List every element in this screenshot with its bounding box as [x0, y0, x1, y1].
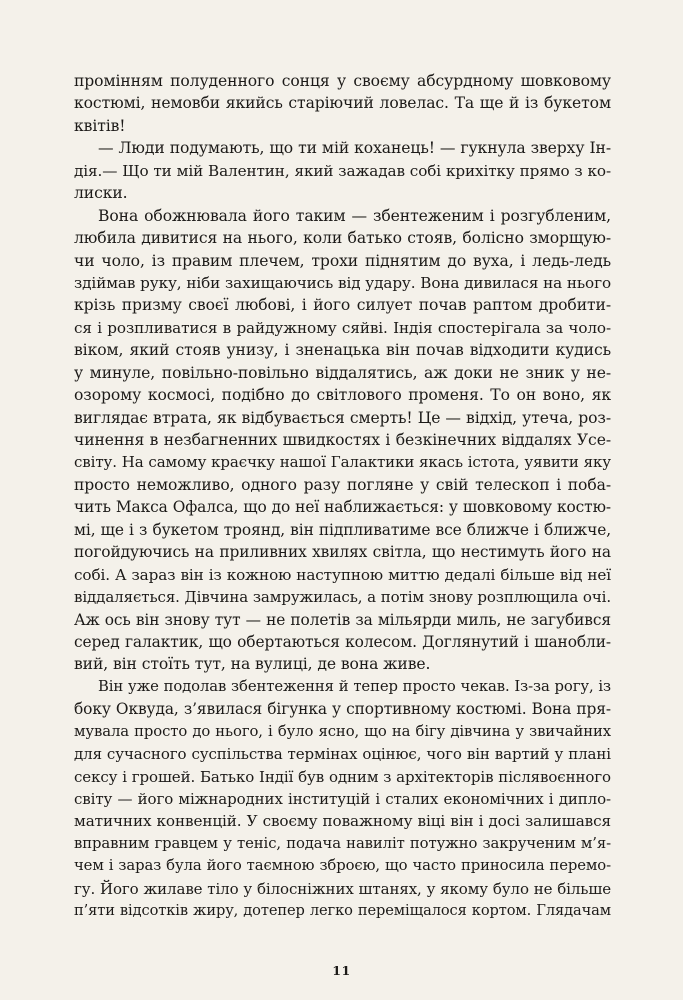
text-line: чинення в незбагненних швидкостях і безкінечних віддалях Усе-	[74, 431, 611, 449]
text-line: собі. А зараз він із кожною наступною миттю дедалі більше від неї	[74, 565, 611, 584]
text-line: матичних конвенцій. У своєму поважному віці він і досі залишався	[74, 812, 611, 831]
text-line: чи чоло, із правим плечем, трохи піднятим до вуха, і ледь-ледь	[74, 251, 611, 270]
text-line: крізь призму своєї любові, і його силует почав раптом дробити-	[74, 296, 611, 315]
text-line: мі, ще і з букетом троянд, він підпливатиме все ближче і ближче,	[74, 520, 611, 539]
text-line: ся і розпливатися в райдужному сяйві. Індія спостерігала за чоло-	[74, 318, 611, 337]
text-line: любила дивитися на нього, коли батько стояв, болісно зморщую-	[74, 229, 611, 248]
text-line: дія.— Що ти мій Валентин, який зажадав собі крихітку прямо з ко-	[74, 161, 611, 180]
page-body-text	[74, 70, 611, 923]
text-line: лиски.	[74, 184, 128, 203]
page-number: 11	[332, 963, 351, 978]
text-line: віком, який стояв унизу, і зненацька він почав відходити кудись	[74, 341, 611, 360]
text-line: серед галактик, що обертаються колесом. Доглянутий і шанобли-	[74, 632, 611, 651]
text-line: Аж ось він знову тут — не полетів за мільярди миль, не загубився	[74, 610, 611, 629]
text-line: гу. Його жилаве тіло у білосніжних штанях, у якому було не більше	[74, 879, 611, 898]
text-line: світу. На самому краєчку нашої Галактики якась істота, уявити яку	[74, 453, 611, 472]
text-line: світу — його міжнародних інституцій і сталих економічних і дипло-	[74, 790, 611, 808]
text-line: для сучасного суспільства термінах оцінює, чого він вартий у плані	[74, 745, 611, 764]
text-line: промінням полуденного сонця у своєму абсурдному шовковому	[74, 72, 611, 90]
text-line: виглядає втрата, як відбувається смерть! Це — відхід, утеча, роз-	[74, 408, 611, 427]
text-line: чить Макса Офалса, що до неї наближається: у шовковому костю-	[74, 498, 611, 517]
text-line: Вона обожнювала його таким — збентеженим і розгубленим,	[98, 206, 611, 225]
text-line: боку Оквуда, з’явилася бігунка у спортивному костюмі. Вона пря-	[74, 700, 611, 719]
text-line: — Люди подумають, що ти мій коханець! — гукнула зверху Ін-	[98, 139, 611, 158]
text-line: у минуле, повільно-повільно віддалятись, аж доки не зник у не-	[74, 363, 611, 382]
text-line: віддаляється. Дівчина замружилась, а потім знову розплющила очі.	[74, 588, 611, 607]
text-line: п’яти відсотків жиру, дотепер легко переміщалося кортом. Глядачам	[74, 902, 611, 920]
text-line: здіймав руку, ніби захищаючись від удару. Вона дивилася на нього	[74, 273, 611, 292]
text-line: костюмі, немовби якийсь старіючий ловелас. Та ще й із букетом	[74, 94, 611, 113]
text-line: погойдуючись на приливних хвилях світла, що нестимуть його на	[74, 543, 611, 562]
text-line: вправним гравцем у теніс, подача навиліт потужно закрученим м’я-	[74, 834, 611, 852]
text-line: вий, він стоїть тут, на вулиці, де вона живе.	[74, 655, 431, 674]
text-line: озорому космосі, подібно до світлового променя. То он воно, як	[74, 386, 611, 405]
text-line: чем і зараз була його таємною зброєю, що часто приносила перемо-	[74, 857, 611, 875]
text-line: квітів!	[74, 116, 126, 135]
text-line: мувала просто до нього, і було ясно, що на бігу дівчина у звичайних	[74, 722, 611, 740]
text-line: сексу і грошей. Батько Індії був одним з архітекторів післявоєнного	[74, 767, 611, 786]
text-line: просто неможливо, одного разу погляне у свій телескоп і поба-	[74, 475, 611, 494]
text-line: Він уже подолав збентеження й тепер просто чекав. Із-за рогу, із	[98, 677, 611, 695]
